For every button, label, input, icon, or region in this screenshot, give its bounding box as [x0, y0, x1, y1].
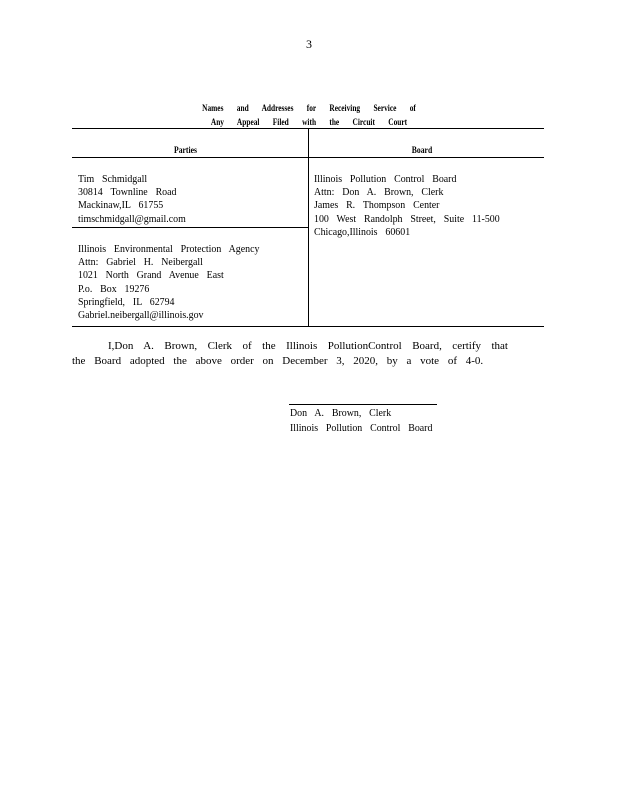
party-line: Springfield, IL 62794: [78, 295, 175, 308]
board-line: Illinois Pollution Control Board: [314, 173, 457, 185]
party-email: timschmidgall@gmail.com: [78, 212, 186, 225]
header-divider: [72, 157, 544, 158]
board-address: [314, 173, 500, 239]
parties-column-header: Parties: [174, 145, 197, 155]
service-table: [72, 128, 544, 327]
board-column-header: Board: [411, 145, 433, 155]
party-email: Gabriel.neibergall@illinois.gov: [78, 309, 204, 322]
party-line: 30814 Townline Road: [78, 186, 177, 199]
signature-org: Illinois Pollution Control Board: [290, 421, 433, 434]
service-heading: [56, 101, 563, 129]
signature-block: [290, 406, 432, 435]
party-line: 1021 North Grand Avenue East: [78, 269, 224, 282]
party-iepa: [78, 243, 259, 322]
party-divider: [72, 227, 308, 228]
signature-line: [289, 404, 437, 405]
page-number: 3: [306, 37, 312, 51]
party-line: Tim Schmidgall: [78, 173, 148, 185]
party-schmidgall: [78, 173, 186, 226]
board-line: James R. Thompson Center: [314, 199, 440, 212]
certification-paragraph: [72, 339, 508, 369]
certification-text: I,Don A. Brown, Clerk of the Illinois PollutionControl Board, certify that the Board adopted the above order on December 3, 2020, by a vote of 4-0.: [72, 340, 508, 367]
party-line: Mackinaw,IL 61755: [78, 199, 164, 212]
party-line: Illinois Environmental Protection Agency: [78, 243, 260, 255]
party-line: Attn: Gabriel H. Neibergall: [78, 256, 203, 269]
heading-line-2: Any Appeal Filed with the Circuit Court: [210, 117, 408, 127]
heading-line-1: Names and Addresses for Receiving Service of: [202, 103, 416, 113]
party-line: P.o. Box 19276: [78, 282, 150, 295]
board-line: Chicago,Illinois 60601: [314, 225, 411, 238]
board-line: Attn: Don A. Brown, Clerk: [314, 186, 444, 199]
column-divider: [308, 129, 309, 326]
board-line: 100 West Randolph Street, Suite 11-500: [314, 212, 500, 225]
signature-name: Don A. Brown, Clerk: [290, 407, 392, 419]
